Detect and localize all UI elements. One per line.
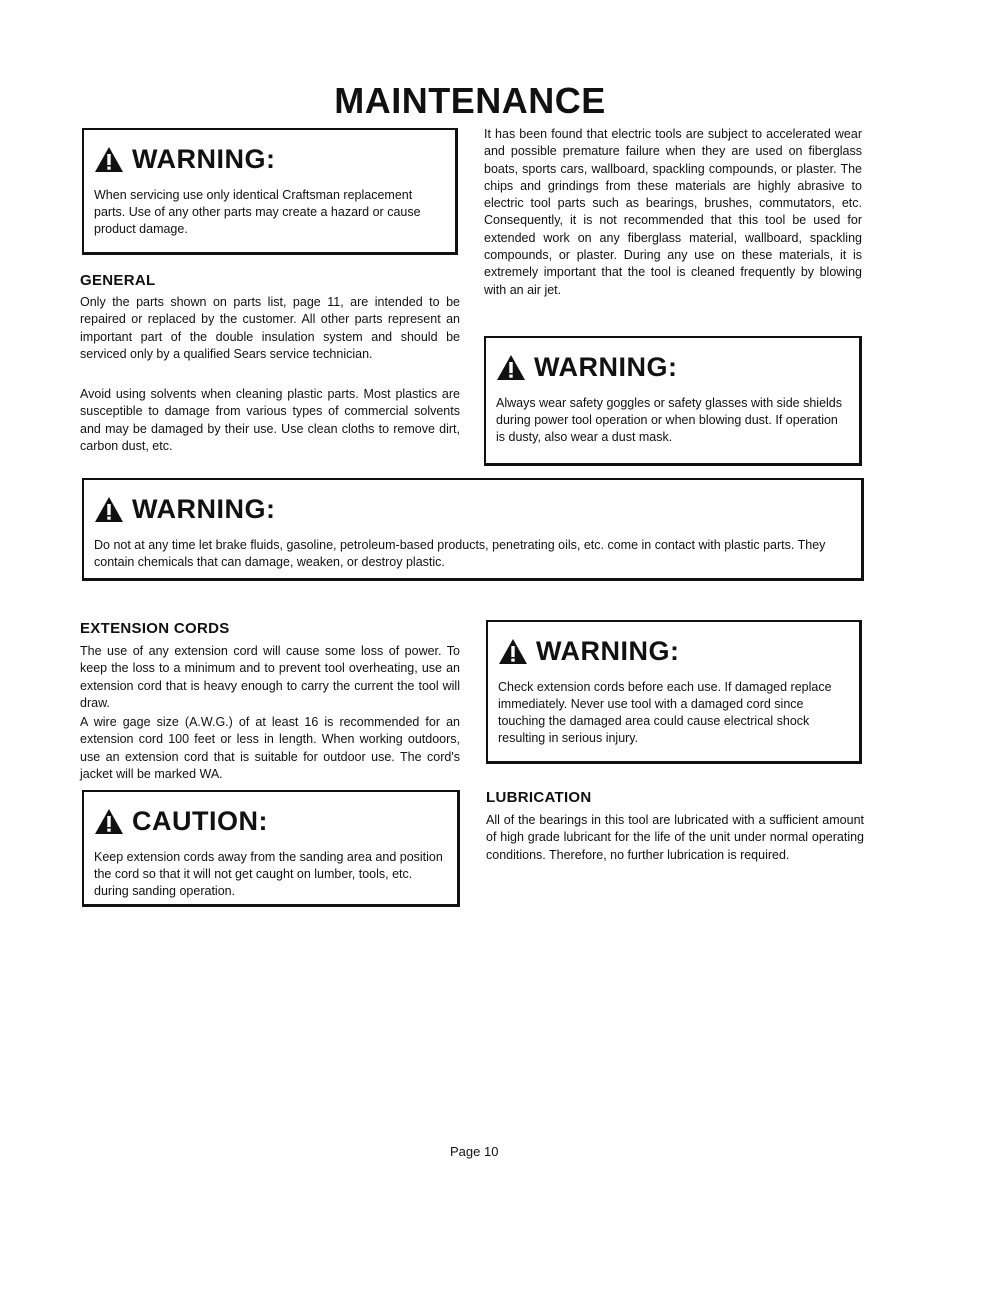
general-heading: GENERAL <box>80 272 156 289</box>
warning-label: WARNING: <box>132 494 276 524</box>
general-paragraph-1: Only the parts shown on parts list, page 11, are intended to be repaired or replaced by the customer. All other parts represent an important part of the double insulation system and should be serviced only by a qualified Sears service technician. <box>80 295 460 361</box>
warning-triangle-icon <box>94 496 124 523</box>
abrasive-materials-paragraph: It has been found that electric tools are subject to accelerated wear and possible premature failure when they are used on fiberglass boats, sports cars, wallboard, spackling compounds, or plaster. The chips and grindings from these materials are highly abrasive to electric tool parts such as bearings, brushes, commutators, etc. Consequently, it is not recommended that this tool be used for extended work on any fiberglass material, wallboard, spackling compounds, or plaster. During any use on these materials, it is extremely important that the tool is cleaned frequently by blowing with an air jet. <box>484 127 862 297</box>
warning-box-plastic-parts <box>82 478 864 581</box>
warning-triangle-icon <box>94 808 124 835</box>
warning-label: WARNING: <box>536 636 680 666</box>
warning-label: WARNING: <box>132 144 276 174</box>
extension-cords-paragraph-1: The use of any extension cord will cause some loss of power. To keep the loss to a minimum and to prevent tool overheating, use an extension cord that is heavy enough to carry the current the tool will draw. <box>80 644 460 710</box>
caution-label: CAUTION: <box>132 806 268 836</box>
warning-box-safety-goggles <box>484 336 862 466</box>
warning-box-replacement-parts <box>82 128 458 255</box>
warning-text: Do not at any time let brake fluids, gasoline, petroleum-based products, penetrating oils, etc. come in contact with plastic parts. They contain chemicals that can damage, weaken, or destroy plastic. <box>94 538 826 569</box>
lubrication-heading: LUBRICATION <box>486 789 592 806</box>
warning-label: WARNING: <box>534 352 678 382</box>
caution-text: Keep extension cords away from the sanding area and position the cord so that it will not get caught on lumber, tools, etc. during sanding operation. <box>94 850 443 898</box>
warning-box-damaged-cord <box>486 620 862 764</box>
general-paragraph-2: Avoid using solvents when cleaning plastic parts. Most plastics are susceptible to damage from various types of commercial solvents and may be damaged by their use. Use clean cloths to remove dirt, carbon dust, etc. <box>80 387 460 453</box>
warning-text: Check extension cords before each use. If damaged replace immediately. Never use tool with a damaged cord since touching the damaged area could cause electrical shock resulting in serious injury. <box>498 680 832 745</box>
warning-text: When servicing use only identical Craftsman replacement parts. Use of any other parts may create a hazard or cause product damage. <box>94 188 421 236</box>
page-number: Page 10 <box>450 1144 499 1159</box>
lubrication-paragraph: All of the bearings in this tool are lubricated with a sufficient amount of high grade lubricant for the life of the unit under normal operating conditions. Therefore, no further lubrication is required. <box>486 813 864 862</box>
page-title: MAINTENANCE <box>334 80 606 121</box>
warning-triangle-icon <box>94 146 124 173</box>
warning-triangle-icon <box>498 638 528 665</box>
caution-box-extension-cords <box>82 790 460 907</box>
extension-cords-paragraph-2: A wire gage size (A.W.G.) of at least 16 is recommended for an extension cord 100 feet or less in length. When working outdoors, use an extension cord that is suitable for outdoor use. The cord's jacket will be marked WA. <box>80 715 460 781</box>
warning-triangle-icon <box>496 354 526 381</box>
extension-cords-heading: EXTENSION CORDS <box>80 620 230 637</box>
warning-text: Always wear safety goggles or safety glasses with side shields during power tool operation or when blowing dust. If operation is dusty, also wear a dust mask. <box>496 396 842 444</box>
